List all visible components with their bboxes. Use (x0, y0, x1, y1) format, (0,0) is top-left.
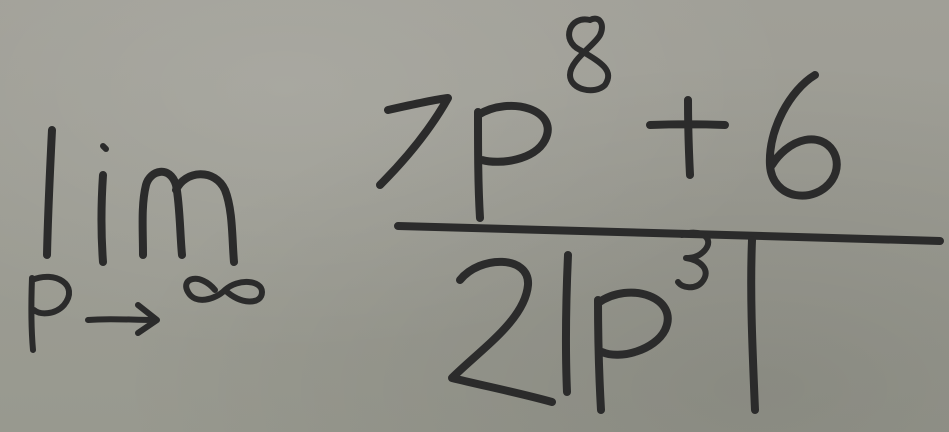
sub-p (31, 277, 69, 350)
den-p (598, 293, 668, 410)
den-2 (452, 262, 552, 402)
den-abs-right (751, 240, 755, 410)
lim-i-stem (102, 175, 104, 262)
num-6 (770, 75, 837, 196)
num-7 (380, 98, 448, 185)
sub-infinity (186, 279, 262, 302)
num-plus (650, 100, 725, 175)
lim-i-dot (103, 146, 106, 149)
limit-subscript (31, 277, 262, 350)
lim-l (47, 130, 52, 255)
den-abs-left (566, 255, 568, 392)
fraction-bar (398, 226, 940, 241)
den-exponent-3 (678, 233, 708, 288)
num-exponent-8 (569, 19, 608, 91)
denominator (452, 233, 755, 410)
numerator (380, 19, 837, 218)
num-p (478, 106, 548, 218)
lim-operator (47, 130, 234, 262)
lim-m (143, 172, 234, 262)
sub-arrow (88, 305, 157, 333)
